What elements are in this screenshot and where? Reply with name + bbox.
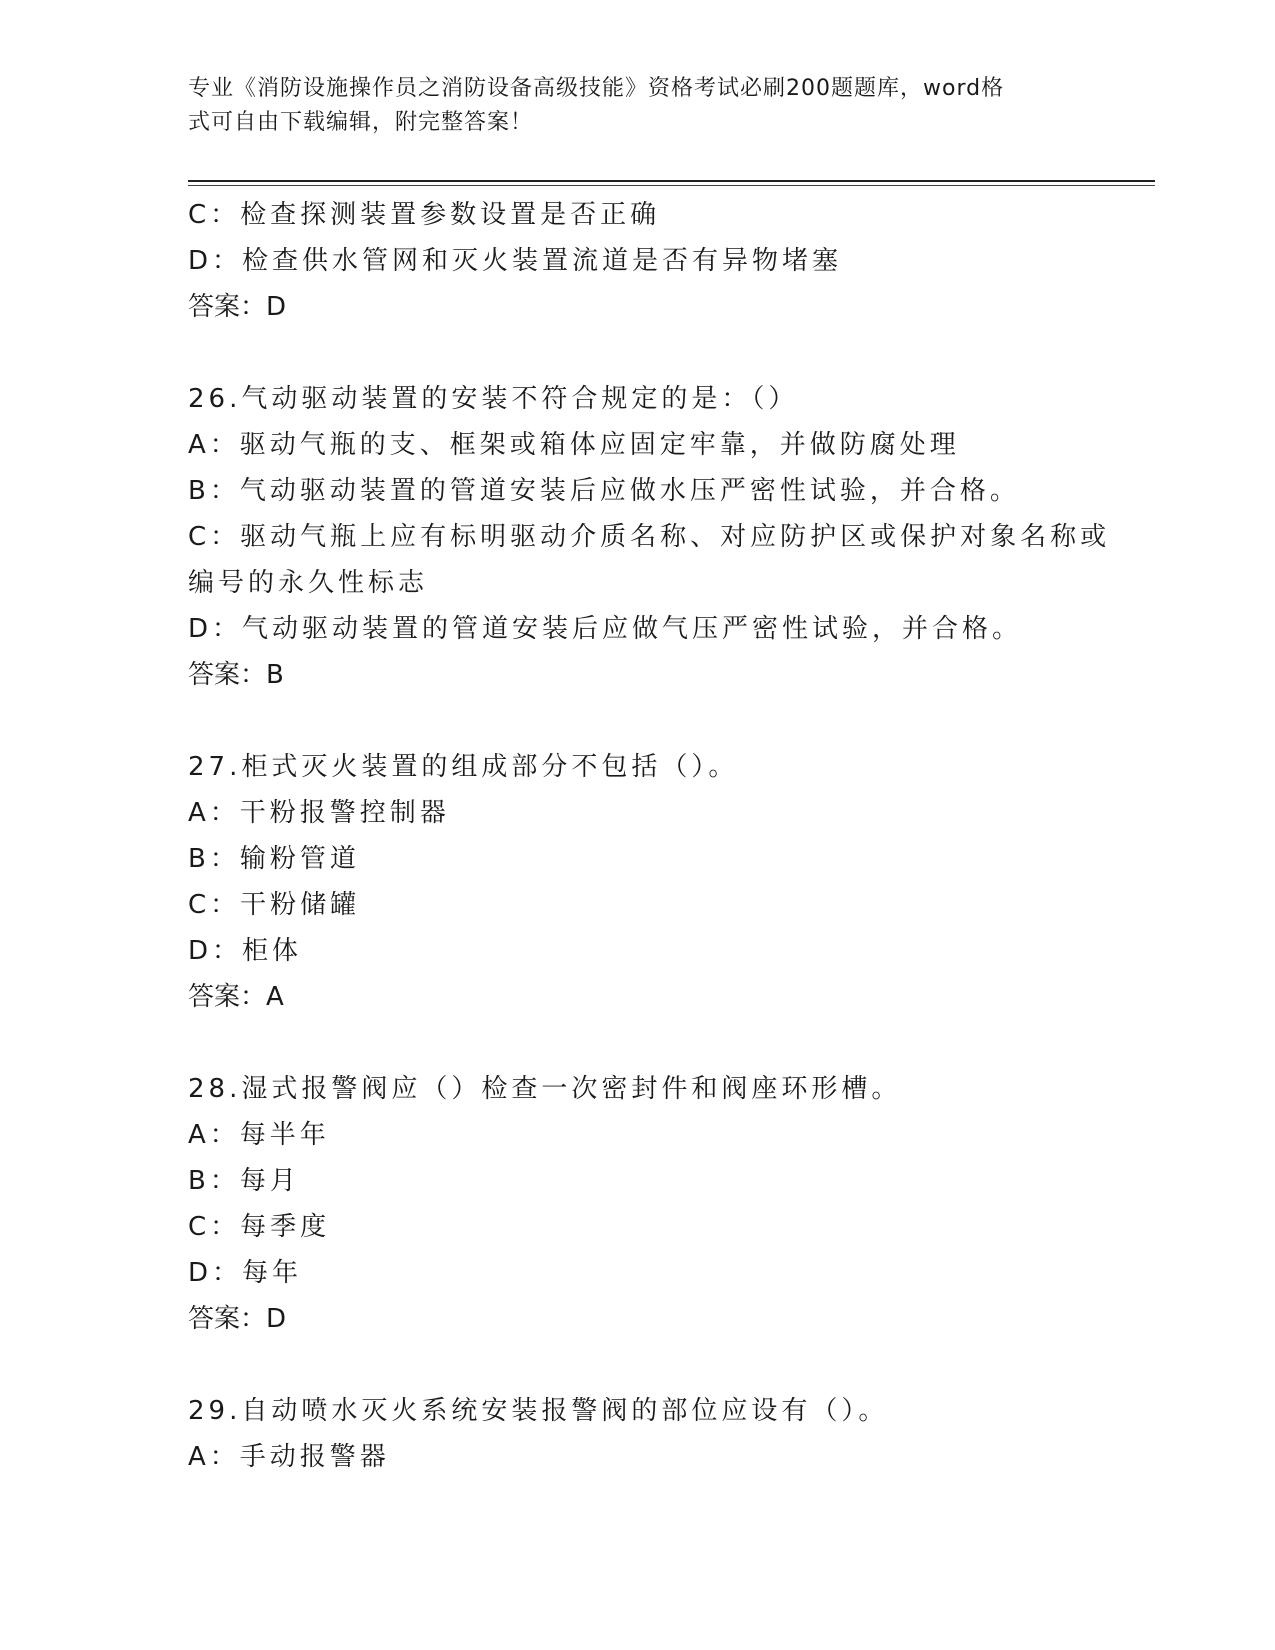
option-c: C：干粉储罐 [188, 890, 361, 920]
question-29 [188, 1388, 1088, 1480]
answer: 答案：A [188, 982, 284, 1012]
option-a: A：每半年 [188, 1120, 330, 1150]
option-c: C：检查探测装置参数设置是否正确 [188, 200, 661, 230]
question-list [188, 192, 1111, 1480]
answer: 答案：D [188, 292, 287, 322]
document-header [188, 72, 1068, 140]
option-a: A：手动报警器 [188, 1442, 390, 1472]
answer: 答案：B [188, 660, 284, 690]
question-stem: 29.自动喷水灭火系统安装报警阀的部位应设有（）。 [188, 1396, 889, 1426]
question-25-tail [188, 192, 1088, 330]
header-divider-thin [188, 185, 1155, 186]
option-a: A：驱动气瓶的支、框架或箱体应固定牢靠，并做防腐处理 [188, 430, 960, 460]
option-d: D：每年 [188, 1258, 303, 1288]
option-d: D：检查供水管网和灭火装置流道是否有异物堵塞 [188, 246, 843, 276]
question-27 [188, 744, 1088, 1020]
option-a: A：干粉报警控制器 [188, 798, 450, 828]
header-divider [188, 180, 1155, 182]
question-stem: 27.柜式灭火装置的组成部分不包括（）。 [188, 752, 739, 782]
option-c-continued: 编号的永久性标志 [188, 568, 429, 598]
option-b: B：输粉管道 [188, 844, 360, 874]
header-line-2: 式可自由下载编辑，附完整答案！ [188, 110, 534, 135]
header-line-1: 专业《消防设施操作员之消防设备高级技能》资格考试必刷200题题库，word格 [188, 76, 1005, 101]
question-26 [188, 376, 1111, 698]
option-d: D：气动驱动装置的管道安装后应做气压严密性试验，并合格。 [188, 614, 1023, 644]
question-28 [188, 1066, 1088, 1342]
option-c: C：每季度 [188, 1212, 331, 1242]
question-stem: 28.湿式报警阀应（）检查一次密封件和阀座环形槽。 [188, 1074, 902, 1104]
question-stem: 26.气动驱动装置的安装不符合规定的是：（） [188, 384, 799, 414]
option-d: D：柜体 [188, 936, 303, 966]
option-c: C：驱动气瓶上应有标明驱动介质名称、对应防护区或保护对象名称或 [188, 522, 1111, 552]
answer: 答案：D [188, 1304, 287, 1334]
option-b: B：每月 [188, 1166, 300, 1196]
option-b: B：气动驱动装置的管道安装后应做水压严密性试验，并合格。 [188, 476, 1020, 506]
